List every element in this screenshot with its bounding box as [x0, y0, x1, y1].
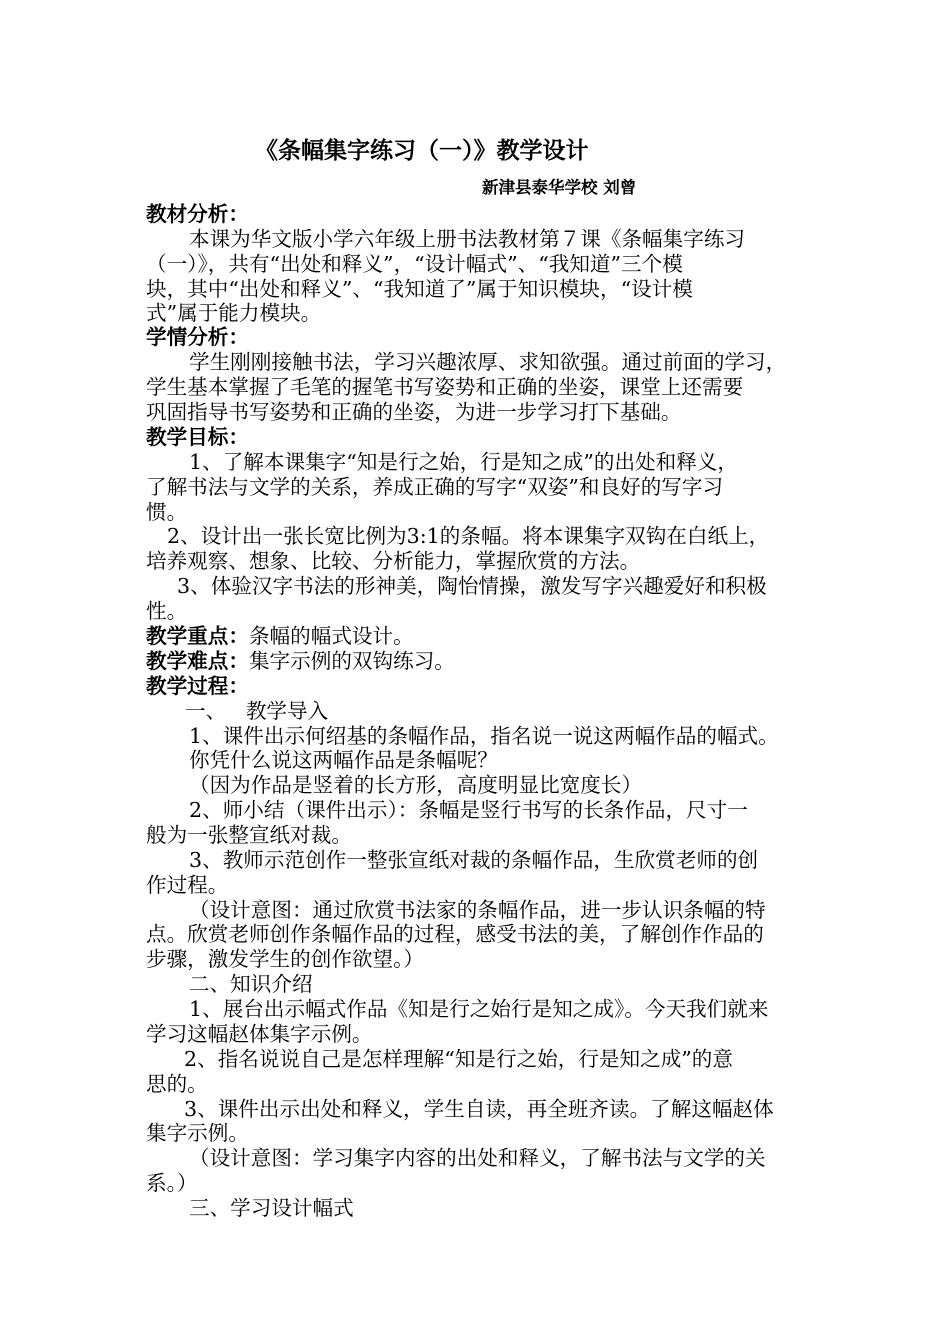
- teaching-difficulty-text: 集字示例的双钩练习。: [248, 649, 455, 673]
- paragraph-line: 点。欣赏老师创作条幅作品的过程，感受书法的美，了解创作作品的: [146, 922, 764, 946]
- paragraph-line: 巩固指导书写姿势和正确的坐姿，为进一步学习打下基础。: [146, 400, 682, 424]
- paragraph-line: 步骤，激发学生的创作欲望。）: [146, 947, 425, 971]
- paragraph-line: 学生基本掌握了毛笔的握笔书写姿势和正确的坐姿，课堂上还需要: [146, 375, 744, 399]
- subsection-heading: 二、知识介绍: [189, 972, 313, 996]
- paragraph-line: 培养观察、想象、比较、分析能力，掌握欣赏的方法。: [146, 549, 641, 573]
- paragraph-line: 1、课件出示何绍基的条幅作品，指名说一说这两幅作品的幅式。: [189, 724, 779, 748]
- paragraph-line: 系。）: [146, 1171, 198, 1195]
- paragraph-line: 3、课件出示出处和释义，学生自读，再全班齐读。了解这幅赵体: [184, 1097, 774, 1121]
- section-heading-teaching-process: 教学过程：: [146, 674, 249, 698]
- document-title: 《条幅集字练习（一）》教学设计: [255, 137, 589, 164]
- paragraph-line: 1、了解本课集字“知是行之始，行是知之成”的出处和释义，: [189, 450, 738, 474]
- paragraph-line: 学习这幅赵体集字示例。: [146, 1022, 373, 1046]
- paragraph-line: 学生刚刚接触书法，学习兴趣浓厚、求知欲强。通过前面的学习，: [189, 350, 787, 374]
- paragraph-line: 2、师小结（课件出示）：条幅是竖行书写的长条作品，尺寸一: [189, 798, 748, 822]
- section-heading-teaching-difficulty: 教学难点：: [146, 649, 249, 673]
- paragraph-line: 惯。: [146, 500, 188, 524]
- paragraph-line: 你凭什么说这两幅作品是条幅呢？: [189, 748, 498, 772]
- paragraph-line: 思的。: [146, 1072, 208, 1096]
- paragraph-line: 集字示例。: [146, 1121, 249, 1145]
- paragraph-line: （设计意图：通过欣赏书法家的条幅作品，进一步认识条幅的特: [189, 898, 766, 922]
- author-line: 新津县泰华学校 刘曾: [482, 178, 637, 197]
- paragraph-line: 般为一张整宣纸对裁。: [146, 823, 352, 847]
- paragraph-line: 作过程。: [146, 873, 229, 897]
- teaching-focus-text: 条幅的幅式设计。: [248, 624, 414, 648]
- paragraph-line: 2、指名说说自己是怎样理解“知是行之始，行是知之成”的意: [184, 1047, 733, 1071]
- subsection-heading: 三、学习设计幅式: [189, 1196, 354, 1220]
- teaching-difficulty: [146, 648, 455, 674]
- paragraph-line: （一）》，共有“出处和释义”，“设计幅式”、“我知道”三个模: [146, 252, 683, 276]
- paragraph-line: 2、设计出一张长宽比例为3:1的条幅。将本课集字双钩在白纸上，: [167, 524, 770, 548]
- paragraph-line: 块，其中“出处和释义”、“我知道了”属于知识模块，“设计模: [146, 277, 693, 301]
- paragraph-line: （因为作品是竖着的长方形，高度明显比宽度长）: [189, 773, 643, 797]
- section-heading-teaching-focus: 教学重点：: [146, 624, 249, 648]
- section-heading-student-analysis: 学情分析：: [146, 325, 249, 349]
- section-heading-teaching-goals: 教学目标：: [146, 425, 249, 449]
- paragraph-line: 本课为华文版小学六年级上册书法教材第７课《条幅集字练习: [189, 227, 746, 251]
- paragraph-line: 式”属于能力模块。: [146, 301, 322, 325]
- paragraph-line: （设计意图：学习集字内容的出处和释义，了解书法与文学的关: [189, 1146, 766, 1170]
- subsection-heading: 一、 教学导入: [185, 699, 329, 723]
- paragraph-line: 1、展台出示幅式作品《知是行之始行是知之成》。今天我们就来: [189, 997, 769, 1021]
- section-heading-textbook-analysis: 教材分析：: [146, 202, 249, 226]
- paragraph-line: 3、教师示范创作一整张宣纸对裁的条幅作品，生欣赏老师的创: [189, 848, 759, 872]
- paragraph-line: 性。: [146, 599, 188, 623]
- paragraph-line: 3、体验汉字书法的形神美，陶怡情操，激发写字兴趣爱好和积极: [177, 574, 767, 598]
- paragraph-line: 了解书法与文学的关系，养成正确的写字“双姿”和良好的写字习: [146, 475, 724, 499]
- teaching-focus: [146, 623, 414, 649]
